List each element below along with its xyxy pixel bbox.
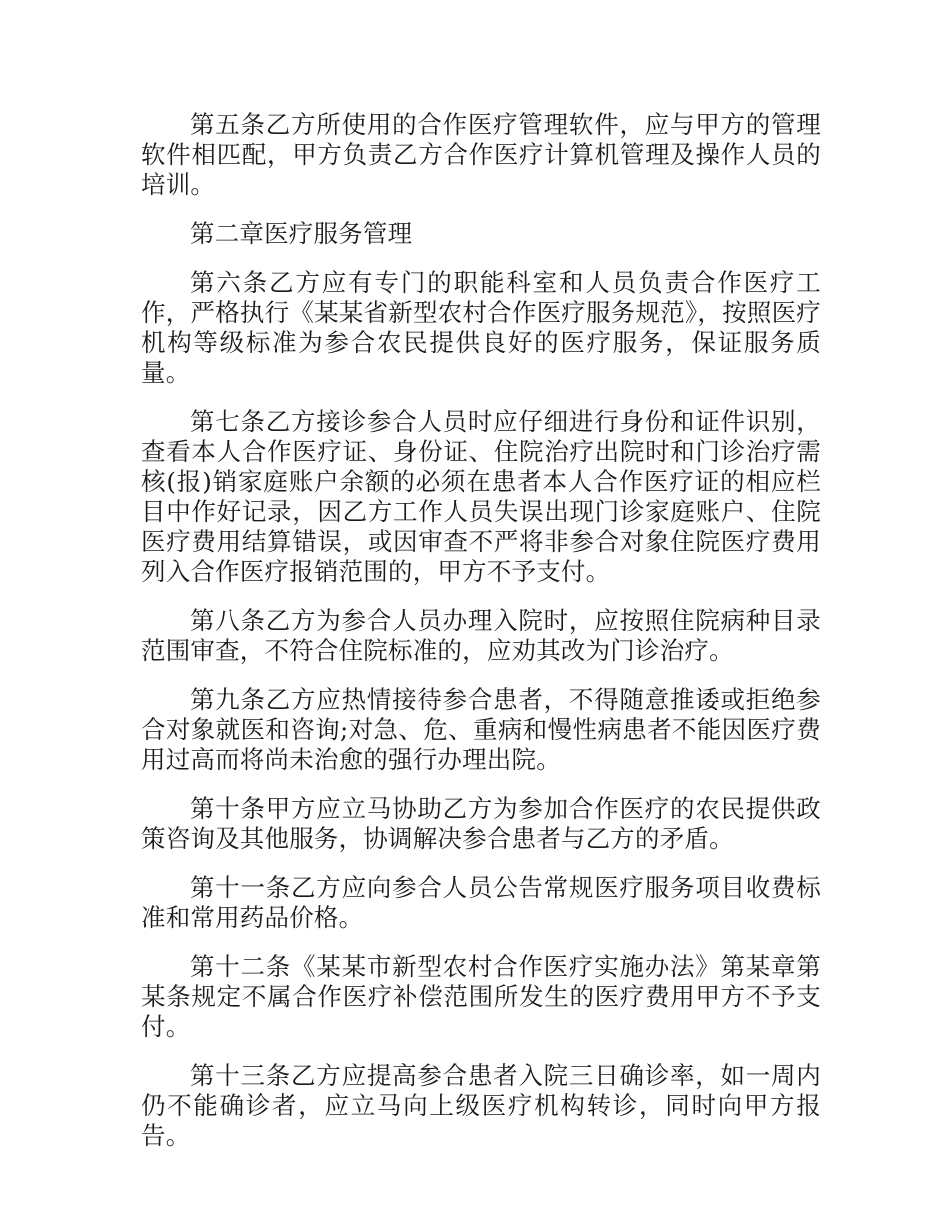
document-body [141, 110, 821, 1170]
article-5-paragraph: 第五条乙方所使用的合作医疗管理软件，应与甲方的管理软件相匹配，甲方负责乙方合作医疗计算机管理及操作人员的培训。 [141, 110, 821, 199]
article-7-paragraph: 第七条乙方接诊参合人员时应仔细进行身份和证件识别，查看本人合作医疗证、身份证、住院治疗出院时和门诊治疗需核(报)销家庭账户余额的必须在患者本人合作医疗证的相应栏目中作好记录，因乙方工作人员失误出现门诊家庭账户、住院医疗费用结算错误，或因审查不严将非参合对象住院医疗费用列入合作医疗报销范围的，甲方不予支付。 [141, 407, 821, 586]
article-8-paragraph: 第八条乙方为参合人员办理入院时，应按照住院病种目录范围审查，不符合住院标准的，应劝其改为门诊治疗。 [141, 606, 821, 665]
chapter-2-heading: 第二章医疗服务管理 [190, 219, 413, 248]
article-11-paragraph: 第十一条乙方应向参合人员公告常规医疗服务项目收费标准和常用药品价格。 [141, 873, 821, 932]
article-13-paragraph: 第十三条乙方应提高参合患者入院三日确诊率，如一周内仍不能确诊者，应立马向上级医疗机构转诊，同时向甲方报告。 [141, 1061, 821, 1150]
article-12-paragraph: 第十二条《某某市新型农村合作医疗实施办法》第某章第某条规定不属合作医疗补偿范围所发生的医疗费用甲方不予支付。 [141, 952, 821, 1041]
article-10-paragraph: 第十条甲方应立马协助乙方为参加合作医疗的农民提供政策咨询及其他服务，协调解决参合患者与乙方的矛盾。 [141, 794, 821, 853]
article-9-paragraph: 第九条乙方应热情接待参合患者，不得随意推诿或拒绝参合对象就医和咨询;对急、危、重病和慢性病患者不能因医疗费用过高而将尚未治愈的强行办理出院。 [141, 685, 821, 774]
article-6-paragraph: 第六条乙方应有专门的职能科室和人员负责合作医疗工作，严格执行《某某省新型农村合作医疗服务规范》，按照医疗机构等级标准为参合农民提供良好的医疗服务，保证服务质量。 [141, 268, 821, 387]
